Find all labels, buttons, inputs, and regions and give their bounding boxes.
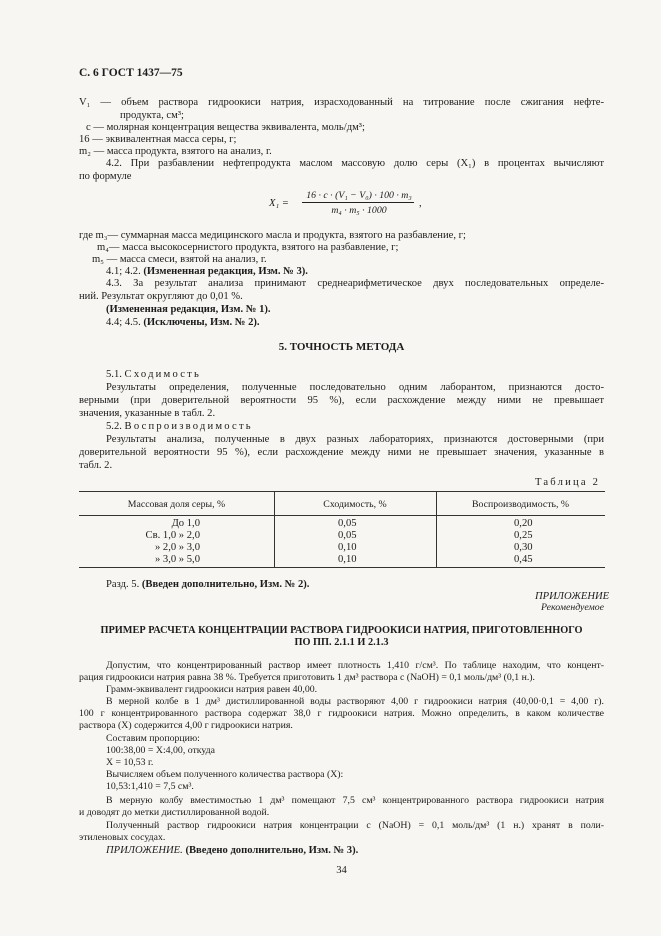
definition-16: 16 — эквивалентная масса серы, г; xyxy=(79,134,237,145)
paragraph-5-2-line3: табл. 2. xyxy=(79,460,113,471)
amendment-3-note: (Исключены, Изм. № 2). xyxy=(143,317,260,328)
table-header-reproducibility: Воспроизводимость, % xyxy=(471,499,570,510)
table-cell: Св. 1,0 » 2,0 xyxy=(145,530,200,541)
paragraph-4-2-cont: по формуле xyxy=(79,171,132,182)
table-cell: 0,30 xyxy=(514,542,533,553)
example-line: рация гидроокиси натрия равна 38 %. Требуется приготовить 1 дм³ раствора c (NaOH) = 0,1 моль/дм³ (0,1 н.). xyxy=(79,672,536,683)
definition-v1: V₁ — объем раствора гидроокиси натрия, израсходованный на титрование после сжигания нефте- xyxy=(79,97,604,108)
table-cell: 0,05 xyxy=(338,530,357,541)
example-line: Допустим, что концентрированный раствор имеет плотность 1,410 г/см³. По таблице находим, что концент- xyxy=(106,660,604,671)
example-line: и доводят до метки дистиллированной водой. xyxy=(79,807,270,818)
amendment-4 xyxy=(106,578,309,591)
amendment-3 xyxy=(106,316,260,329)
paragraph-5-1-line3: значения, указанные в табл. 2. xyxy=(79,408,216,419)
example-line: Вычисляем объем полученного количества раствора (X): xyxy=(106,769,344,780)
formula-fraction-bar xyxy=(302,202,414,203)
appendix-label: ПРИЛОЖЕНИЕ xyxy=(535,591,610,602)
paragraph-4-3-cont: ний. Результат округляют до 0,01 %. xyxy=(79,291,243,302)
table-cell: До 1,0 xyxy=(171,518,200,529)
example-line: 100 г концентрированного раствора содержат 38,0 г гидроокиси натрия. Можно определить, в каком количестве xyxy=(79,708,604,719)
table-cell: 0,45 xyxy=(514,554,533,565)
definition-m2: m₂ — масса продукта, взятого на анализ, г. xyxy=(79,146,272,157)
table-cell: 0,10 xyxy=(338,554,357,565)
paragraph-5-2-num: 5.2. xyxy=(106,421,122,432)
page-number: 34 xyxy=(336,865,347,876)
example-line: В мерную колбу вместимостью 1 дм³ помещают 7,5 см³ концентрированного раствора гидроокиси натрия xyxy=(106,795,604,806)
example-line: X = 10,53 г. xyxy=(106,757,154,768)
table-header-mass: Массовая доля серы, % xyxy=(127,499,226,510)
table-cell: » 3,0 » 5,0 xyxy=(154,554,200,565)
table-header-rule xyxy=(79,515,605,516)
section-5-title: 5. ТОЧНОСТЬ МЕТОДА xyxy=(278,341,405,353)
paragraph-5-1-line2: верными (при доверительной вероятности 95 %), если расхождение между ними не превышает xyxy=(79,395,604,406)
paragraph-5-2-line2: доверительной вероятности 95 %), если расхождение между ними не превышает значения, указанные в xyxy=(79,447,604,458)
paragraph-5-2-line1: Результаты анализа, полученные в двух разных лабораториях, признаются достоверными (при xyxy=(106,434,604,445)
paragraph-5-1-line1: Результаты определения, полученные последовательно одним лаборантом, признаются досто- xyxy=(106,382,604,393)
page-header: С. 6 ГОСТ 1437—75 xyxy=(79,67,183,79)
paragraph-4-2: 4.2. При разбавлении нефтепродукта маслом массовую долю серы (X₁) в процентах вычисляют xyxy=(106,158,604,169)
paragraph-5-2-heading xyxy=(106,420,253,433)
appendix-status: Рекомендуемое xyxy=(541,602,604,613)
example-line: 10,53:1,410 = 7,5 см³. xyxy=(106,781,194,792)
table-top-rule xyxy=(79,491,605,492)
amendment-5 xyxy=(106,844,358,857)
appendix-title-line1: ПРИМЕР РАСЧЕТА КОНЦЕНТРАЦИИ РАСТВОРА ГИДРООКИСИ НАТРИЯ, ПРИГОТОВЛЕННОГО xyxy=(100,625,583,636)
formula-tail: , xyxy=(419,198,422,209)
table-cell: 0,25 xyxy=(514,530,533,541)
table-cell: 0,10 xyxy=(338,542,357,553)
definition-m5: m₅ — масса смеси, взятой на анализ, г. xyxy=(92,254,267,265)
example-line: Составим пропорцию: xyxy=(106,733,200,744)
amendment-1-ref: 4.1; 4.2. xyxy=(106,266,141,277)
definition-c: c — молярная концентрация вещества эквивалента, моль/дм³; xyxy=(86,122,365,133)
example-line: В мерной колбе в 1 дм³ дистиллированной воды растворяют 4,00 г гидроокиси натрия (40,00·0,1 = 4,00 г). xyxy=(106,696,604,707)
amendment-4-note: (Введен дополнительно, Изм. № 2). xyxy=(141,579,310,590)
table-cell: 0,05 xyxy=(338,518,357,529)
definition-m3: где m₃— суммарная масса медицинского масла и продукта, взятого на разбавление, г; xyxy=(79,230,466,241)
example-line: раствора (X) содержится 4,00 г гидроокиси натрия. xyxy=(79,720,293,731)
example-line: 100:38,00 = X:4,00, откуда xyxy=(106,745,216,756)
paragraph-5-1-heading xyxy=(106,368,201,381)
paragraph-5-1-num: 5.1. xyxy=(106,369,122,380)
example-line: Полученный раствор гидроокиси натрия концентрации c (NaOH) = 0,1 моль/дм³ (1 н.) хранят в поли- xyxy=(106,820,604,831)
appendix-title-line2: ПО ПП. 2.1.1 И 2.1.3 xyxy=(294,637,389,648)
formula-lhs: X₁ = xyxy=(269,198,289,209)
paragraph-5-2-title: Воспроизводимость xyxy=(124,421,253,432)
formula-numerator: 16 · c · (V₁ − V₀) · 100 · m₃ xyxy=(306,190,412,201)
table-caption: Таблица 2 xyxy=(535,477,601,488)
paragraph-5-1-title: Сходимость xyxy=(124,369,201,380)
definition-m4: m₄— масса высокосернистого продукта, взятого на разбавление, г; xyxy=(97,242,399,253)
table-cell: » 2,0 » 3,0 xyxy=(154,542,200,553)
amendment-5-ref: ПРИЛОЖЕНИЕ. xyxy=(106,845,183,856)
amendment-1-note: (Измененная редакция, Изм. № 3). xyxy=(143,266,308,277)
example-line: Грамм-эквивалент гидроокиси натрия равен 40,00. xyxy=(106,684,318,695)
table-cell: 0,20 xyxy=(514,518,533,529)
amendment-3-ref: 4.4; 4.5. xyxy=(106,317,141,328)
paragraph-4-3: 4.3. За результат анализа принимают среднеарифметическое двух последовательных определе- xyxy=(106,278,604,289)
table-bottom-rule xyxy=(79,567,605,568)
definition-v1-cont: продукта, см³; xyxy=(120,110,184,121)
amendment-2: (Измененная редакция, Изм. № 1). xyxy=(106,304,271,315)
example-line: этиленовых сосудах. xyxy=(79,832,166,843)
amendment-4-ref: Разд. 5. xyxy=(106,579,140,590)
formula-denominator: m₄ · m₅ · 1000 xyxy=(331,205,387,216)
amendment-5-note: (Введено дополнительно, Изм. № 3). xyxy=(185,845,359,856)
table-header-repeatability: Сходимость, % xyxy=(323,499,387,510)
